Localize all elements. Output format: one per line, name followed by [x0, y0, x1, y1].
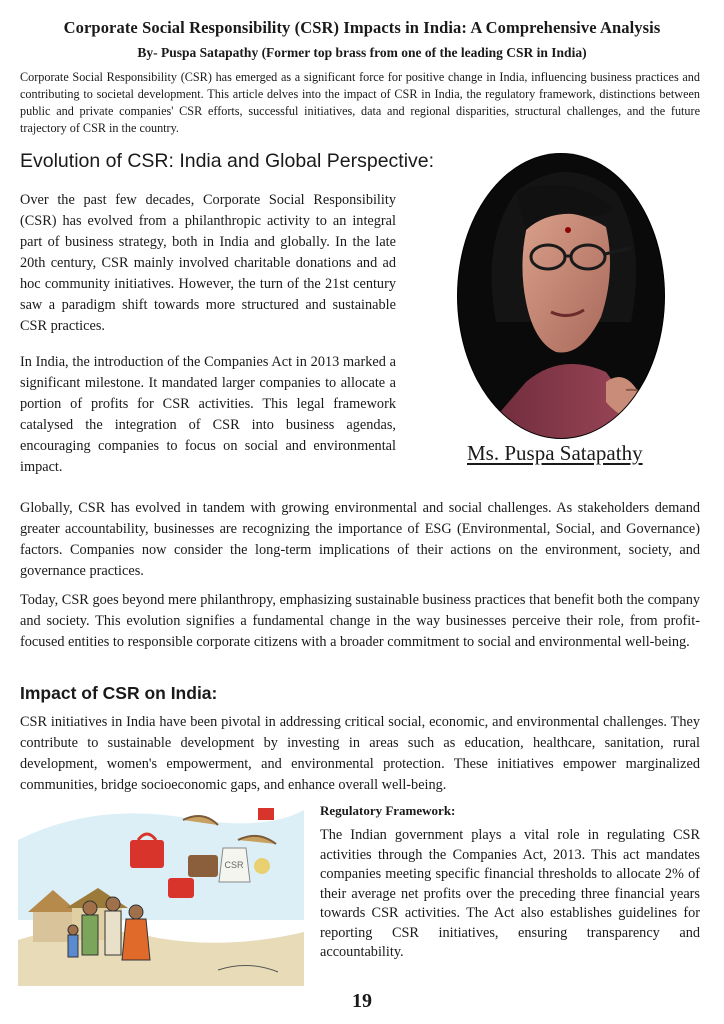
article-byline: By- Puspa Satapathy (Former top brass from one of the leading CSR in India)	[137, 45, 587, 60]
evolution-paragraph-2: In India, the introduction of the Companies Act in 2013 marked a significant milestone. It mandated larger companies to allocate a portion of profits for CSR activities. This legal framework catalysed the integration of CSR into business agendas, encouraging companies to focus on social and environmental impact.	[20, 354, 396, 475]
page-number: 19	[352, 990, 372, 1012]
evolution-heading: Evolution of CSR: India and Global Perspective:	[20, 150, 435, 172]
portrait-image	[456, 152, 666, 440]
evolution-paragraph-3: Globally, CSR has evolved in tandem with growing environmental and social challenges. As stakeholders demand greater accountability, businesses are recognizing the importance of ESG (Environmental, Social, and Governance) factors. Companies now consider the long-term implications of their actions on the environment, society, and governance practices.	[20, 500, 700, 579]
evolution-paragraph-1: Over the past few decades, Corporate Social Responsibility (CSR) has evolved from a philanthropic activity to an integral part of business strategy, both in India and globally. In the late 20th century, CSR mainly involved charitable donations and ad hoc community initiatives. However, the turn of the 21st century saw a paradigm shift towards more structured and sustainable CSR practices.	[20, 192, 396, 334]
regulatory-paragraph: The Indian government plays a vital role in regulating CSR activities through the Companies Act, 2013. This act mandates companies meeting specific financial thresholds to allocate 2% of their average net profits over the preceding three financial years towards CSR activities. The Act also establishes guidelines for reporting CSR initiatives, ensuring transparency and accountability.	[320, 827, 700, 960]
evolution-paragraph-4: Today, CSR goes beyond mere philanthropy, emphasizing sustainable business practices that benefit both the company and society. This evolution signifies a fundamental change in the way businesses perceive their role, from profit-focused entities to responsible corporate citizens with a broader commitment to social and environmental well-being.	[20, 592, 700, 650]
portrait-caption: Ms. Puspa Satapathy	[467, 441, 643, 465]
regulatory-heading: Regulatory Framework:	[320, 803, 456, 818]
cartoon-bag-label: CSR	[224, 860, 244, 870]
article-title: Corporate Social Responsibility (CSR) Impacts in India: A Comprehensive Analysis	[63, 18, 661, 37]
cartoon-illustration	[18, 800, 304, 986]
csr-cartoon	[18, 800, 304, 986]
csr-bag	[219, 848, 250, 882]
article-intro: Corporate Social Responsibility (CSR) has emerged as a significant force for positive change in India, influencing business practices and contributing to societal development. This article delves into the impact of CSR in India, the regulatory framework, distinctions between public and private companies' CSR efforts, successful initiatives, data and regional disparities, structural challenges, and the future trajectory of CSR in the country.	[20, 70, 700, 135]
impact-paragraph: CSR initiatives in India have been pivotal in addressing critical social, economic, and environmental challenges. They contribute to sustainable development by investing in areas such as education, healthcare, sanitation, rural development, women's empowerment, and environmental protection. These initiatives empower marginalized communities, bridge socioeconomic gaps, and enhance overall well-being.	[20, 714, 700, 793]
impact-heading: Impact of CSR on India:	[20, 683, 218, 703]
author-portrait	[456, 152, 666, 440]
